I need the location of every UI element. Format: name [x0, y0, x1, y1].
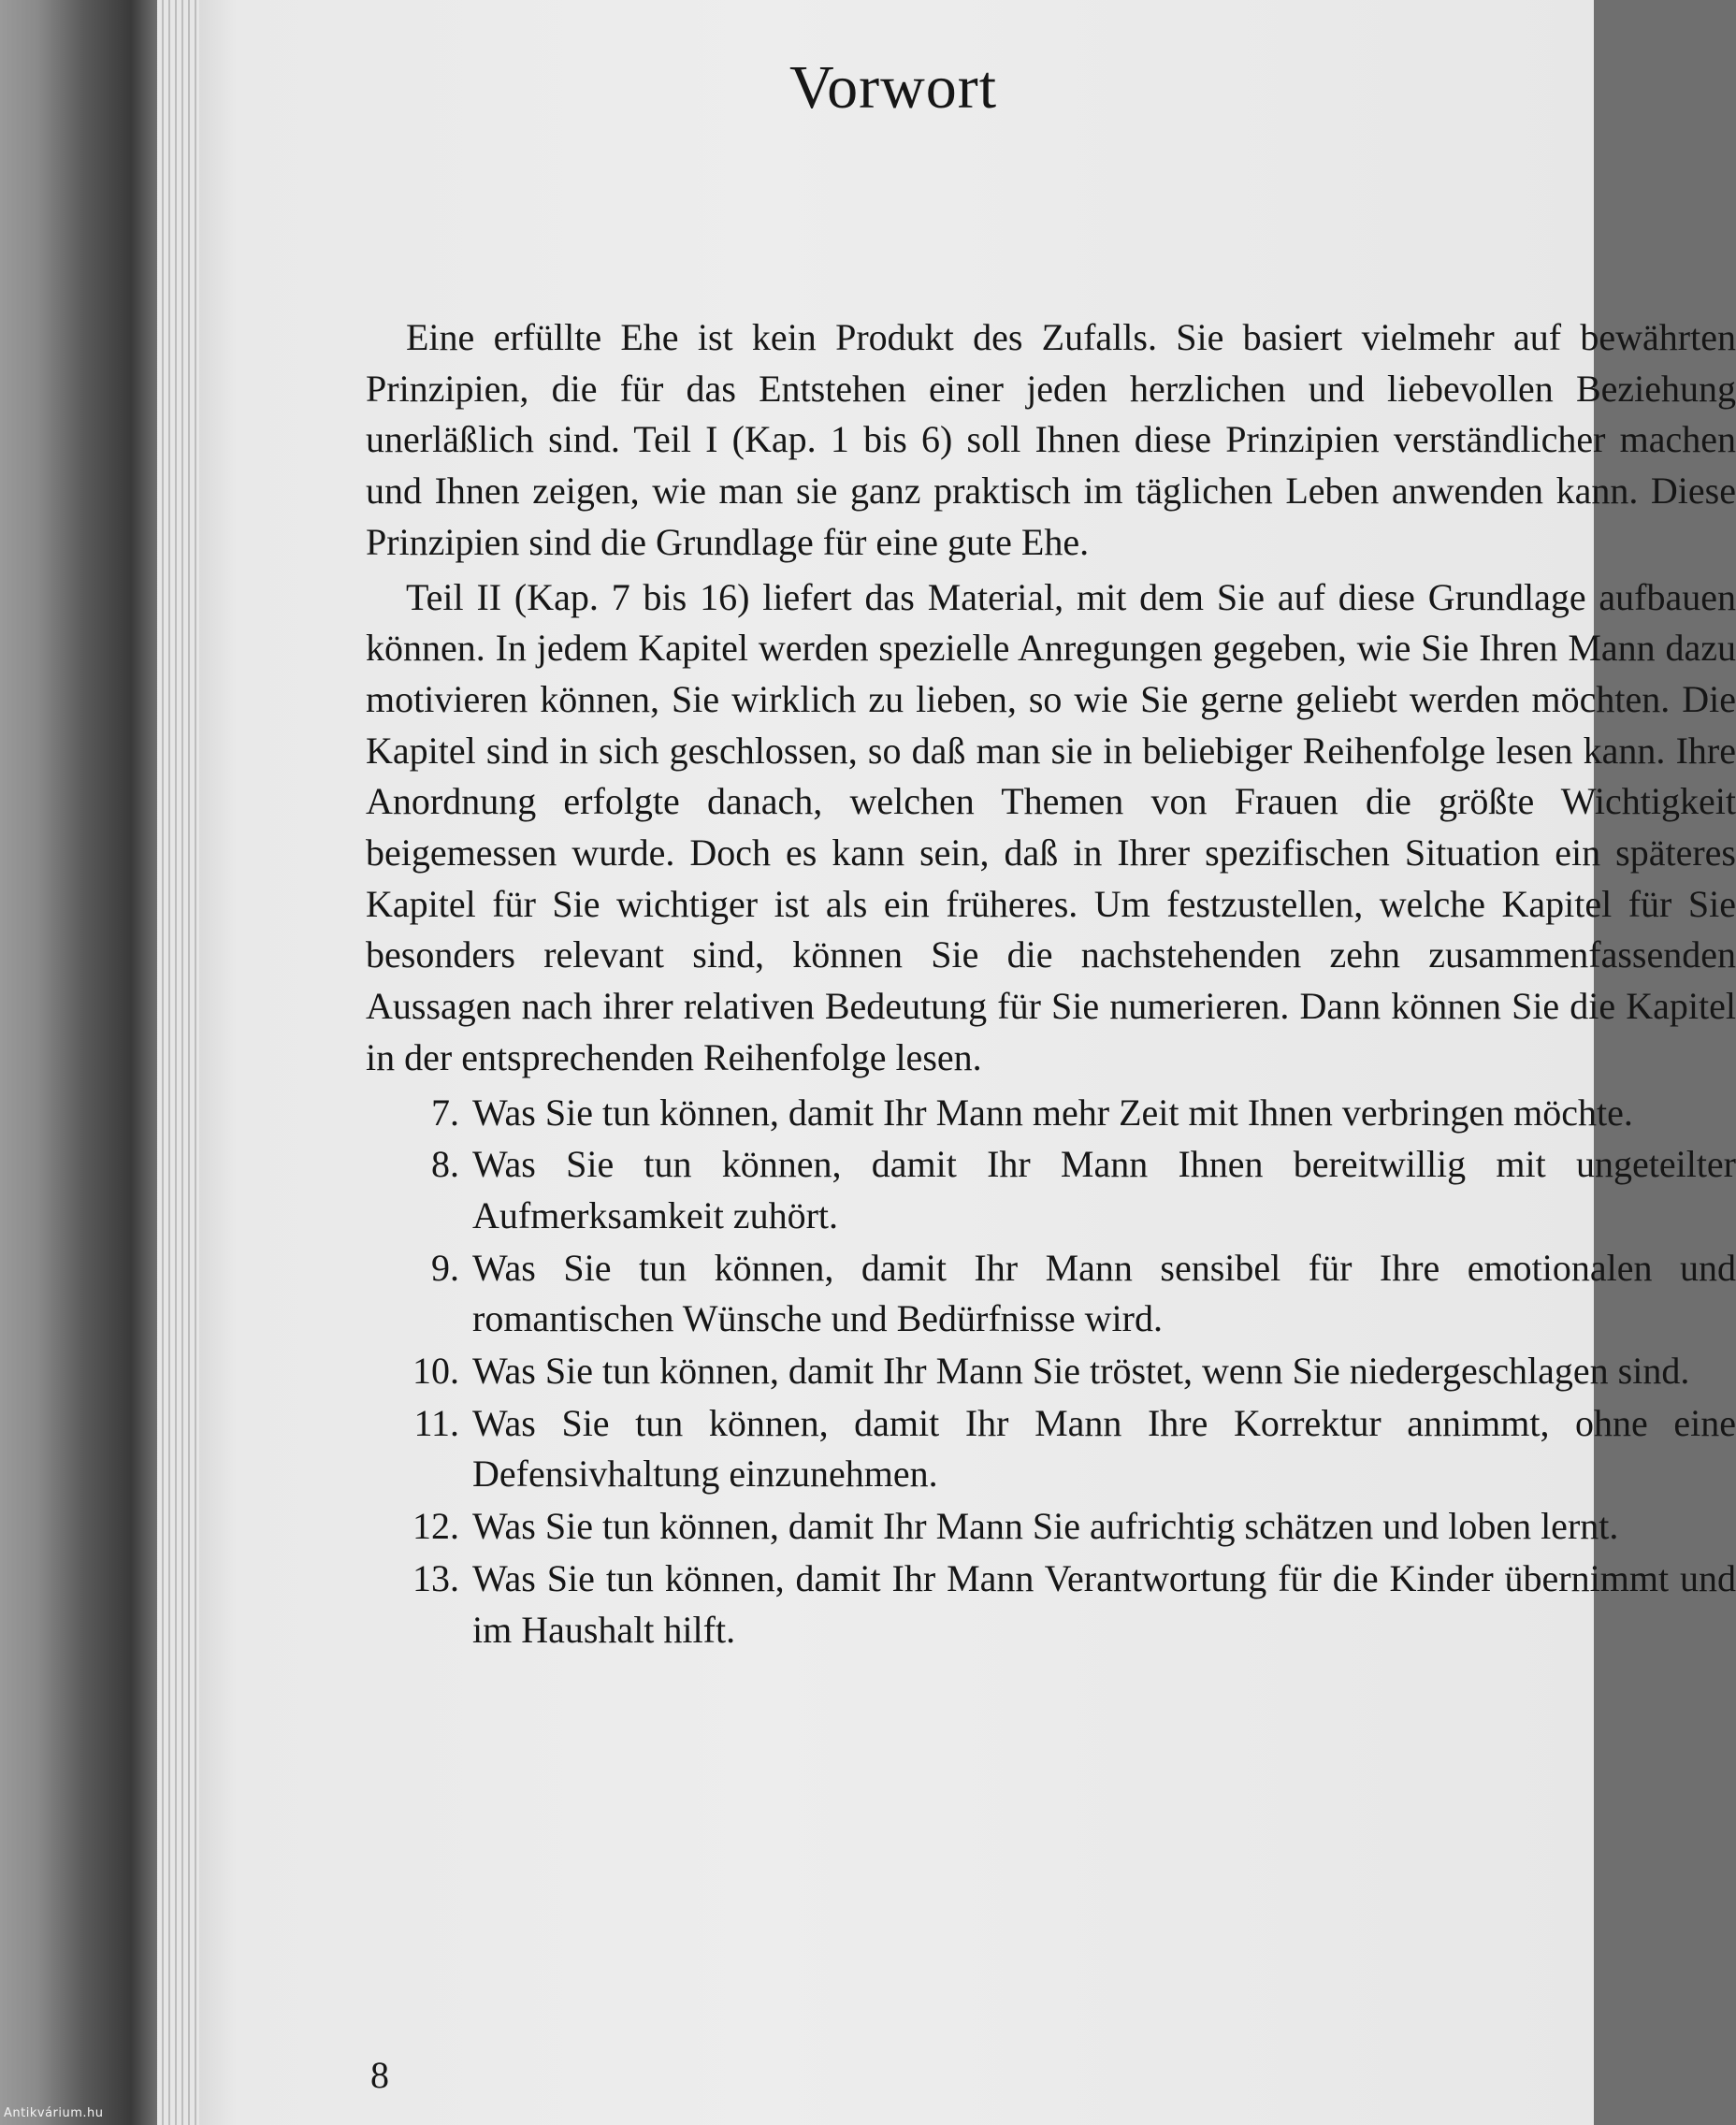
- list-item: [366, 1554, 1736, 1655]
- paragraph: Teil II (Kap. 7 bis 16) liefert das Material, mit dem Sie auf diese Grundlage aufbauen können. In jedem Kapitel werden spezielle Anregungen gegeben, wie Sie Ihren Mann dazu motivieren können, Sie wirklich zu lieben, so wie Sie gerne geliebt werden möchten. Die Kapitel sind in sich geschlossen, so daß man sie in beliebiger Reihenfolge lesen kann. Ihre Anordnung erfolgte danach, welchen Themen von Frauen die größte Wichtigkeit beigemessen wurde. Doch es kann sein, daß in Ihrer spezifischen Situation ein späteres Kapitel für Sie wichtiger ist als ein früheres. Um festzustellen, welche Kapitel für Sie besonders relevant sind, können Sie die nachstehenden zehn zusammenfassenden Aussagen nach ihrer relativen Bedeutung für Sie numerieren. Dann können Sie die Kapitel in der entsprechenden Reihenfolge lesen.: [366, 575, 1736, 1078]
- list-item: [366, 1139, 1736, 1241]
- list-item: [366, 1088, 1736, 1139]
- list-item-text: Was Sie tun können, damit Ihr Mann Sie tröstet, wenn Sie niedergeschlagen sind.: [472, 1350, 1690, 1393]
- chapter-list: [366, 1088, 1736, 1656]
- book-page: [199, 0, 1736, 2125]
- list-item: [366, 1243, 1736, 1345]
- background-surface: [0, 0, 164, 2125]
- page-title: Vorwort: [788, 53, 998, 122]
- body-text: [366, 312, 1736, 1656]
- list-item: [366, 1501, 1736, 1553]
- list-item-number: 12.: [412, 1505, 459, 1548]
- list-item: [366, 1398, 1736, 1500]
- list-item-number: 11.: [413, 1401, 459, 1444]
- list-item-number: 10.: [412, 1350, 459, 1393]
- watermark: Antikvárium.hu: [4, 2106, 104, 2120]
- list-item-number: 9.: [431, 1246, 459, 1289]
- list-item-number: 7.: [431, 1091, 459, 1134]
- paragraph: Eine erfüllte Ehe ist kein Produkt des Zufalls. Sie basiert vielmehr auf bewährten Prinzipien, die für das Entstehen einer jeden herzlichen und liebevollen Beziehung unerläßlich sind. Teil I (Kap. 1 bis 6) soll Ihnen diese Prinzipien verständlicher machen und Ihnen zeigen, wie man sie ganz praktisch im täglichen Leben anwenden kann. Diese Prinzipien sind die Grundlage für eine gute Ehe.: [366, 316, 1736, 563]
- page-number: 8: [370, 2054, 389, 2096]
- list-item-text: Was Sie tun können, damit Ihr Mann Ihnen bereitwillig mit ungeteilter Aufmerksamkeit zuhört.: [472, 1143, 1736, 1236]
- list-item-text: Was Sie tun können, damit Ihr Mann sensibel für Ihre emotionalen und romantischen Wünsche und Bedürfnisse wird.: [472, 1246, 1736, 1340]
- list-item-text: Was Sie tun können, damit Ihr Mann mehr Zeit mit Ihnen verbringen möchte.: [472, 1091, 1633, 1134]
- page-edges: [157, 0, 201, 2125]
- list-item: [366, 1346, 1736, 1397]
- list-item-number: 8.: [431, 1143, 459, 1186]
- list-item-text: Was Sie tun können, damit Ihr Mann Sie aufrichtig schätzen und loben lernt.: [472, 1505, 1619, 1548]
- list-item-text: Was Sie tun können, damit Ihr Mann Verantwortung für die Kinder übernimmt und im Haushalt hilft.: [472, 1556, 1736, 1651]
- list-item-number: 13.: [412, 1556, 459, 1599]
- list-item-text: Was Sie tun können, damit Ihr Mann Ihre Korrektur annimmt, ohne eine Defensivhaltung einzunehmen.: [472, 1401, 1736, 1496]
